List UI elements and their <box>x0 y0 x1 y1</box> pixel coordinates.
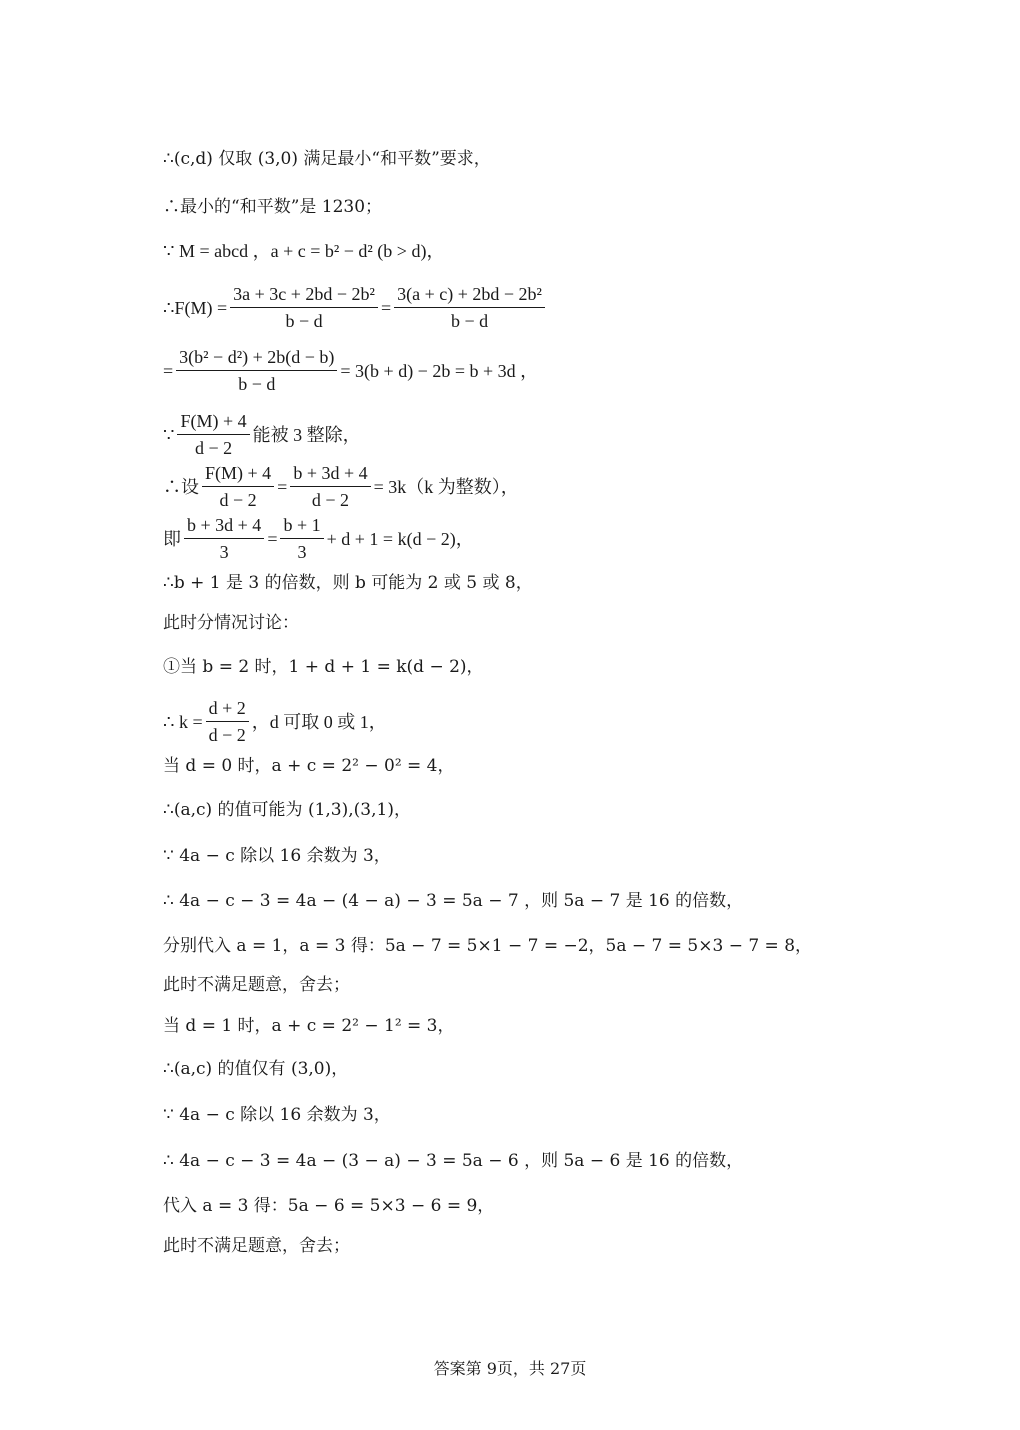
fraction: $\frac{\text{3(b² − d²) + 2b(d − b)}}{b - d}$ <box>176 346 337 395</box>
text-line: 当 d = 0 时，a + c = 2² − 0² = 4， <box>163 756 455 776</box>
formula-line: = $\frac{\text{3(b² − d²) + 2b(d − b)}}{b - d}$ = 3(b + d) − 2b = b + 3d ， <box>163 347 539 394</box>
fraction: $\frac{F(M) + 4}{d - 2}$ <box>177 410 249 459</box>
text-line: ∵ M = abcd ，a + c = b² − d² (b > d)， <box>163 241 445 261</box>
formula-line: 即 $\frac{b + 3d + 4}{3}$ = $\frac{b + 1}{3}$ + d + 1 = k(d − 2)， <box>163 515 474 562</box>
formula-line: ∴ k = $\frac{d + 2}{d - 2}$ ，d 可取 0 或 1， <box>163 698 387 745</box>
text-line: ∴最小的“和平数”是 1230； <box>163 197 383 217</box>
formula-line: ∴F(M) = $\frac{\text{3a + 3c + 2bd − 2b²}}{b - d}$ = $\frac{\text{3(a + c) + 2bd − 2b²}}{b - d}$ <box>163 283 548 332</box>
text-line: ∵ 4a − c 除以 16 余数为 3， <box>163 846 391 866</box>
text-line: 此时不满足题意，舍去； <box>163 1236 350 1256</box>
formula-line: ∴设 $\frac{F(M) + 4}{d - 2}$ = $\frac{b + 3d + 4}{d - 2}$ = 3k（k 为整数）， <box>163 463 519 510</box>
fraction: $\frac{\text{3(a + c) + 2bd − 2b²}}{b - d}$ <box>394 283 545 332</box>
text-line: ∴ 4a − c − 3 = 4a − (4 − a) − 3 = 5a − 7 ，则 5a − 7 是 16 的倍数， <box>163 891 744 911</box>
fraction: $\frac{F(M) + 4}{d - 2}$ <box>202 462 274 511</box>
text-line: ∴(a,c) 的值仅有 (3,0)， <box>163 1059 349 1079</box>
fraction: $\frac{b + 3d + 4}{3}$ <box>184 514 264 563</box>
text-line: 此时不满足题意，舍去； <box>163 975 350 995</box>
text-line: 当 d = 1 时，a + c = 2² − 1² = 3， <box>163 1016 455 1036</box>
text-line: ∴b + 1 是 3 的倍数，则 b 可能为 2 或 5 或 8， <box>163 573 533 593</box>
fraction: $\frac{d + 2}{d - 2}$ <box>206 697 249 746</box>
text-line: 代入 a = 3 得：5a − 6 = 5×3 − 6 = 9， <box>163 1196 495 1216</box>
fraction: $\frac{\text{3a + 3c + 2bd − 2b²}}{b - d}$ <box>230 283 378 332</box>
text-line: ∴(c,d) 仅取 (3,0) 满足最小“和平数”要求， <box>163 149 491 169</box>
formula-line: ∵ $\frac{F(M) + 4}{d - 2}$ 能被 3 整除， <box>163 411 361 458</box>
fraction: $\frac{b + 3d + 4}{d - 2}$ <box>290 462 370 511</box>
text-line: ①当 b = 2 时，1 + d + 1 = k(d − 2)， <box>163 657 484 677</box>
text-line: 此时分情况讨论： <box>163 613 299 633</box>
text-line: ∵ 4a − c 除以 16 余数为 3， <box>163 1105 391 1125</box>
fraction: $\frac{b + 1}{3}$ <box>280 514 323 563</box>
text-line: 分别代入 a = 1，a = 3 得：5a − 7 = 5×1 − 7 = −2，5a − 7 = 5×3 − 7 = 8， <box>163 936 813 956</box>
page-footer: 答案第 9页，共 27页 <box>433 1359 587 1378</box>
text-line: ∴ 4a − c − 3 = 4a − (3 − a) − 3 = 5a − 6 ，则 5a − 6 是 16 的倍数， <box>163 1151 744 1171</box>
text-line: ∴(a,c) 的值可能为 (1,3),(3,1)， <box>163 800 411 820</box>
